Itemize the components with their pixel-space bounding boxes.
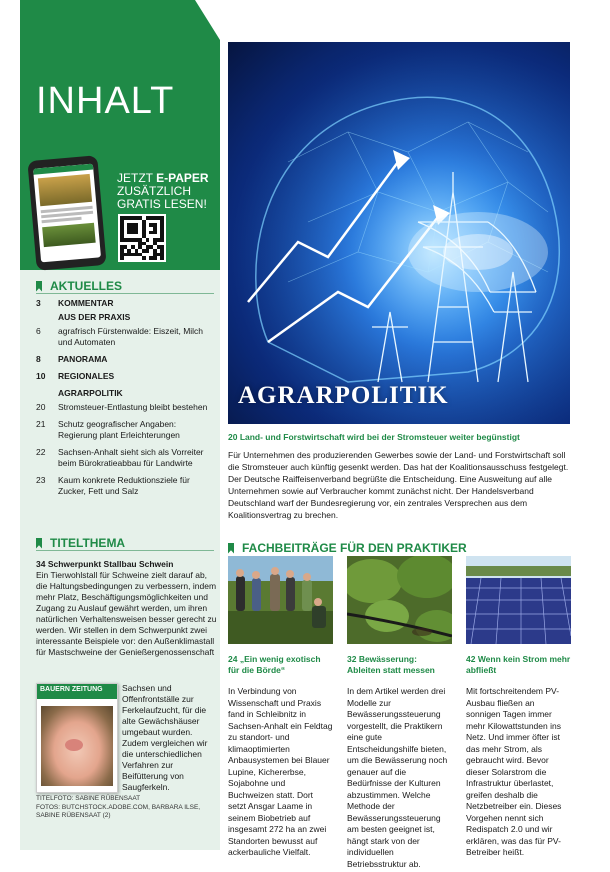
bookmark-icon xyxy=(36,281,42,292)
toc-item[interactable] xyxy=(36,419,214,441)
toc-title: agrafrisch Fürstenwalde: Eiszeit, Milch und Automaten xyxy=(58,326,204,347)
article-title[interactable]: 42 Wenn kein Strom mehr abfließt xyxy=(466,654,571,675)
epaper-promo xyxy=(117,172,212,211)
toc-title: REGIONALES xyxy=(58,371,115,381)
hero-article-title[interactable]: 20 Land- und Forstwirtschaft wird bei der Stromsteuer weiter begünstigt xyxy=(228,432,520,442)
titelthema-body-continued: Sachsen und Offenfrontställe zur Ferkelaufzucht, für die alte Gewächshäuser umgebaut wurden. Zudem vergleichen wir die unterschiedlichen Verfahren zur Beifütterung von Saugferkeln. xyxy=(122,683,208,792)
bookmark-icon xyxy=(36,538,42,549)
credit-line: TITELFOTO: SABINE RÜBENSAAT xyxy=(36,795,141,802)
toc-page-number: 3 xyxy=(36,298,41,308)
titelthema-text xyxy=(36,559,218,658)
aktuelles-heading: AKTUELLES xyxy=(36,279,122,293)
toc-title: Stromsteuer-Entlastung bleibt bestehen xyxy=(58,402,208,412)
toc-page-number: 23 xyxy=(36,475,46,485)
article-card xyxy=(466,556,571,859)
toc-item[interactable] xyxy=(36,388,214,399)
toc-title: Kaum konkrete Reduktionsziele für Zucker, Fett und Salz xyxy=(58,475,190,496)
solar-park-photo xyxy=(466,556,571,644)
phone-epaper-image xyxy=(27,155,106,271)
toc-page-number: 21 xyxy=(36,419,46,429)
epaper-line1: JETZT xyxy=(117,171,157,185)
toc-item[interactable] xyxy=(36,447,214,469)
epaper-line3: GRATIS LESEN! xyxy=(117,197,207,211)
magazine-cover-image xyxy=(36,683,118,793)
article-body: In dem Artikel werden drei Modelle zur Bewässerungssteuerung vorgestellt, die Praktikern eine gute Entscheidungshilfe bieten, um die Bewässerung noch genauer auf die Bedürfnisse der Kulturen abzustimmen. Welche Methode der Bewässerungssteuerung am besten geeignet ist, hängt stark von der individuellen Betriebsstruktur ab. xyxy=(347,686,448,869)
toc-title: Schutz geografischer Angaben: Regierung plant Erleichterungen xyxy=(58,419,180,440)
toc-item[interactable] xyxy=(36,475,214,497)
toc-page-number: 22 xyxy=(36,447,46,457)
toc-item[interactable] xyxy=(36,354,214,365)
toc-page-number: 6 xyxy=(36,326,41,336)
hero-article-body: Für Unternehmen des produzierenden Gewerbes sowie der Land- und Forstwirtschaft soll die Stromsteuer auch künftig gesenkt werden. Das hat der Koalitionsausschuss festgelegt. Der Deutsche Raiffeisenverband begrüßte die Entscheidung. Eine Ausweitung auf alle Unternehmen sowie auf Verbraucher kommt zunächst nicht. Der Handelsverband Deutschland warf der Bundesregierung vor, ein zentrales Versprechen aus dem Koalitionsvertrag zu brechen. xyxy=(228,450,569,520)
toc-title: AGRARPOLITIK xyxy=(58,388,123,398)
divider xyxy=(36,550,214,551)
titelthema-lead[interactable]: 34 Schwerpunkt Stallbau Schwein xyxy=(36,559,174,569)
toc-item[interactable] xyxy=(36,326,214,348)
toc-item[interactable] xyxy=(36,402,214,413)
article-title[interactable]: 24 „Ein wenig exotisch für die Börde“ xyxy=(228,654,321,675)
credit-line: FOTOS: BUTCHSTOCK.ADOBE.COM, BARBARA ILSE, SABINE RÜBENSAAT (2) xyxy=(36,803,201,819)
toc-title: AUS DER PRAXIS xyxy=(58,312,131,322)
article-body: In Verbindung von Wissenschaft und Praxis fand in Schleibnitz in Sachsen-Anhalt ein Feldtag zu standort- und klimaoptimierten Anbausystemen bei Blauer Lupine, Kichererbse, Sojabohne und Buchweizen statt. Dort setzt Ansgar Laame in seinem Biobetrieb auf insgesamt 272 ha an zwei Standorten bewusst auf ackerbauliche Vielfalt. xyxy=(228,686,333,857)
toc-page-number xyxy=(36,312,52,323)
hero-image xyxy=(228,42,570,424)
article-title[interactable]: 32 Bewässerung: Ableiten statt messen xyxy=(347,654,435,675)
toc-page-number: 8 xyxy=(36,354,41,364)
toc-title: PANORAMA xyxy=(58,354,108,364)
article-body: Mit fortschreitendem PV-Ausbau fließen an sonnigen Tagen immer mehr Kilowattstunden ins Netz. Und immer öfter ist das mehr Strom, als gebraucht wird. Bevor dieser Solarstrom die Infrastruktur überlastet, greifen deshalb die Netzbetreiber ein. Dieses Vorgehen nennt sich Redispatch 2.0 und wir erklären, was das für PV-Betreiber heißt. xyxy=(466,686,562,857)
toc-item[interactable] xyxy=(36,371,214,382)
toc-item[interactable] xyxy=(36,312,214,323)
titelthema-heading: TITELTHEMA xyxy=(36,536,125,550)
toc-page-number: 10 xyxy=(36,371,46,381)
power-grid-illustration xyxy=(228,42,570,424)
toc-title: KOMMENTAR xyxy=(58,298,114,308)
titelthema-body: Ein Tierwohlstall für Schweine zielt darauf ab, die Haltungsbedingungen zu verbessern, indem mehr Platz, Beschäftigungsmöglichkeiten und Zugang zu Auslauf gewährt werden, um ihren natürlichen Verhaltensweisen besser gerecht zu werden. Wir stellen in dem Schwerpunkt zwei interessante Beispiele vor: den Außenklimastall für Mastschweine der Genießergenossenschaft xyxy=(36,570,217,657)
field-day-photo xyxy=(228,556,333,644)
divider xyxy=(36,293,214,294)
cover-title: BAUERN ZEITUNG xyxy=(37,684,117,699)
toc-title: Sachsen-Anhalt sieht sich als Vorreiter beim Bürokratieabbau für Landwirte xyxy=(58,447,204,468)
fachbeitraege-heading: FACHBEITRÄGE FÜR DEN PRAKTIKER xyxy=(228,541,467,555)
epaper-brand: E-PAPER xyxy=(156,171,209,185)
qr-code-icon[interactable] xyxy=(118,214,166,262)
bookmark-icon xyxy=(228,543,234,554)
toc-page-number xyxy=(36,388,52,399)
toc-item[interactable] xyxy=(36,298,214,309)
epaper-line2: ZUSÄTZLICH xyxy=(117,184,192,198)
photo-credits xyxy=(36,795,216,821)
article-card xyxy=(228,556,333,859)
irrigation-photo xyxy=(347,556,452,644)
toc-aktuelles xyxy=(36,298,214,497)
pig-snout xyxy=(65,739,83,751)
hero-section-label: AGRARPOLITIK xyxy=(238,382,449,409)
article-card xyxy=(347,556,452,870)
page-title: INHALT xyxy=(36,80,175,122)
toc-page-number: 20 xyxy=(36,402,46,412)
